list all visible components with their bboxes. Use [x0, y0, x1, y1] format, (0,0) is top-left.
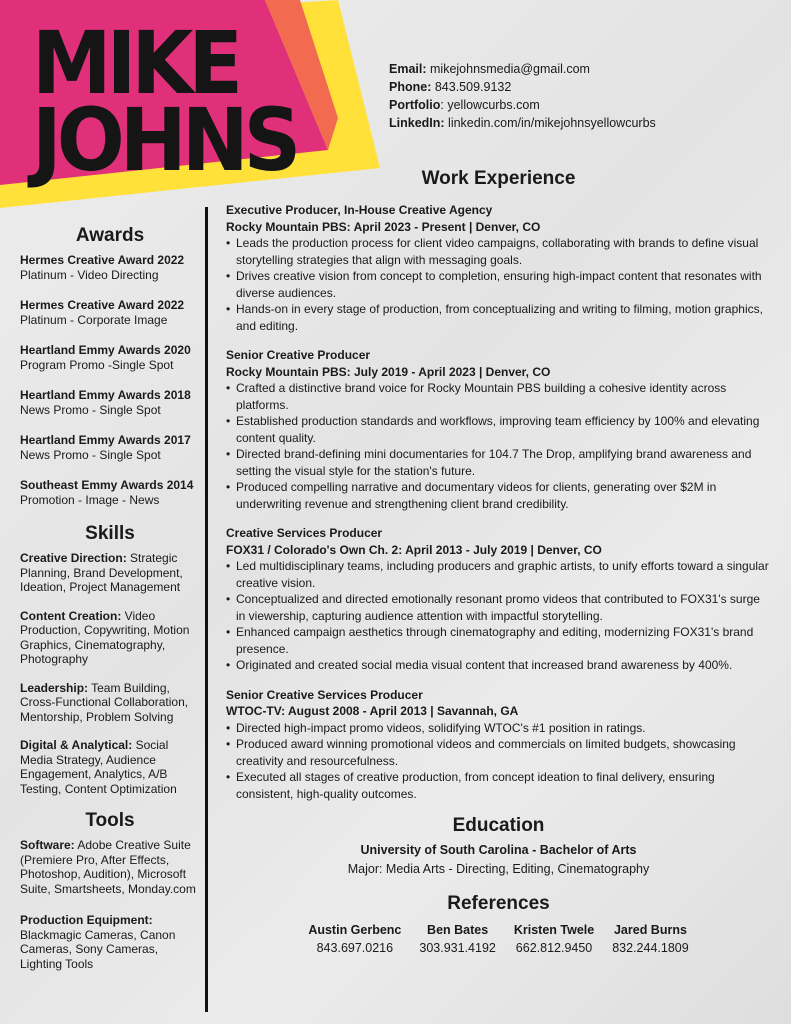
- reference-name: Ben Bates: [427, 923, 489, 937]
- job-bullet: • Established production standards and workflows, improving team efficiency by 100% and elevating content quality.: [226, 413, 771, 446]
- reference-item: [612, 921, 688, 957]
- award-name: Heartland Emmy Awards 2017: [20, 433, 191, 447]
- portfolio-row: [389, 96, 656, 114]
- skill-label: Leadership:: [20, 680, 89, 695]
- sidebar: [20, 225, 200, 985]
- linkedin-label: LinkedIn:: [389, 116, 445, 130]
- skill-item: [20, 551, 200, 595]
- job-entry: [226, 202, 771, 334]
- award-detail: Platinum - Corporate Image: [20, 313, 168, 327]
- skill-label: Content Creation:: [20, 608, 122, 623]
- main-column: [226, 168, 771, 957]
- job-entry: [226, 687, 771, 803]
- skill-label: Digital & Analytical:: [20, 738, 133, 752]
- job-bullet: • Produced award winning promotional videos and commercials on limited budgets, showcasing creativity and resourcefulness.: [226, 736, 771, 769]
- reference-phone: 832.244.1809: [612, 941, 689, 955]
- references-list: [226, 921, 771, 957]
- skill-item: [20, 609, 200, 667]
- job-bullet: • Drives creative vision from concept to completion, ensuring high-impact content that resonates with diverse audiences.: [226, 268, 771, 301]
- awards-title: Awards: [75, 225, 145, 246]
- tool-text: Blackmagic Cameras, Canon Cameras, Sony Cameras, Lighting Tools: [20, 927, 176, 971]
- tool-item: [20, 838, 200, 896]
- skill-text: Video Production, Copywriting, Motion Graphics, Cinematography, Photography: [20, 608, 190, 666]
- job-org: Rocky Mountain PBS: July 2019 - April 2023 | Denver, CO: [226, 364, 551, 379]
- award-detail: Program Promo -Single Spot: [20, 358, 174, 372]
- jobs-list: [226, 202, 771, 802]
- award-item: [20, 298, 200, 328]
- job-bullet: • Enhanced campaign aesthetics through cinematography and editing, modernizing FOX31's brand presence.: [226, 624, 771, 657]
- portfolio-label: Portfolio: [389, 98, 441, 112]
- award-item: [20, 343, 200, 373]
- reference-name: Jared Burns: [613, 923, 687, 937]
- email-value[interactable]: mikejohnsmedia@gmail.com: [430, 62, 590, 76]
- tools-list: [20, 838, 200, 971]
- awards-list: [20, 253, 200, 508]
- email-row: [389, 60, 656, 78]
- skill-item: [20, 681, 200, 725]
- linkedin-row: [389, 114, 656, 132]
- reference-name: Austin Gerbenc: [308, 923, 402, 937]
- award-item: [20, 253, 200, 283]
- job-bullets: [226, 558, 771, 674]
- portfolio-value[interactable]: : yellowcurbs.com: [440, 98, 540, 112]
- linkedin-value[interactable]: linkedin.com/in/mikejohnsyellowcurbs: [448, 116, 656, 130]
- job-role: Senior Creative Services Producer: [226, 687, 423, 702]
- reference-phone: 303.931.4192: [419, 941, 496, 955]
- reference-item: [308, 921, 401, 957]
- job-org: Rocky Mountain PBS: April 2023 - Present | Denver, CO: [226, 219, 541, 234]
- job-bullet: • Crafted a distinctive brand voice for Rocky Mountain PBS building a cohesive identity across platforms.: [226, 380, 771, 413]
- job-bullets: [226, 235, 771, 334]
- reference-phone: 662.812.9450: [515, 941, 593, 955]
- job-bullets: [226, 380, 771, 512]
- phone-label: Phone:: [389, 80, 432, 94]
- education-major: Major: Media Arts - Directing, Editing, Cinematography: [347, 862, 650, 876]
- skill-text: Strategic Planning, Brand Development, Ideation, Project Management: [20, 551, 183, 594]
- work-experience-title: Work Experience: [421, 168, 576, 189]
- skills-list: [20, 551, 200, 796]
- job-bullet: • Directed brand-defining mini documentaries for 104.7 The Drop, amplifying brand awareness and setting the visual style for the station's future.: [226, 446, 771, 479]
- skill-text: Team Building, Cross-Functional Collaboration, Mentorship, Problem Solving: [20, 680, 189, 724]
- tool-item: [20, 913, 200, 971]
- phone-value: 843.509.9132: [434, 80, 512, 94]
- job-bullet: • Led multidisciplinary teams, including producers and graphic artists, to unify efforts toward a singular creative vision.: [226, 558, 771, 591]
- tool-label: Software:: [20, 838, 75, 852]
- job-role: Senior Creative Producer: [226, 348, 371, 362]
- job-org: FOX31 / Colorado's Own Ch. 2: April 2013 - July 2019 | Denver, CO: [226, 542, 602, 557]
- job-bullet: • Conceptualized and directed emotionally resonant promo videos that contributed to FOX31's surge in viewership, capturing audience attention with impactful storytelling.: [226, 591, 771, 624]
- award-detail: Platinum - Video Directing: [20, 268, 159, 282]
- award-item: [20, 478, 200, 508]
- first-name: MIKE: [32, 13, 239, 114]
- tool-text: Adobe Creative Suite (Premiere Pro, After Effects, Photoshop, Audition), Microsoft Suite, Smartsheets, Monday.com: [20, 838, 196, 896]
- job-bullet: • Leads the production process for client video campaigns, collaborating with brands to define visual storytelling strategies that align with messaging goals.: [226, 235, 771, 268]
- job-bullet: • Hands-on in every stage of production, from conceptualizing and writing to filming, motion graphics, and editing.: [226, 301, 771, 334]
- job-entry: [226, 347, 771, 512]
- job-role: Creative Services Producer: [226, 526, 383, 540]
- award-detail: News Promo - Single Spot: [20, 403, 161, 417]
- award-name: Hermes Creative Award 2022: [20, 253, 185, 267]
- award-name: Southeast Emmy Awards 2014: [20, 478, 194, 492]
- skill-text: Social Media Strategy, Audience Engagement, Analytics, A/B Testing, Content Optimization: [20, 738, 177, 796]
- email-label: Email:: [389, 62, 427, 76]
- skill-item: [20, 738, 200, 796]
- award-name: Hermes Creative Award 2022: [20, 298, 185, 312]
- reference-item: [514, 921, 594, 957]
- tool-label: Production Equipment:: [20, 913, 153, 927]
- job-entry: [226, 525, 771, 674]
- award-name: Heartland Emmy Awards 2020: [20, 343, 191, 357]
- skill-label: Creative Direction:: [20, 551, 127, 565]
- last-name: JOHNS: [32, 90, 297, 191]
- tools-title: Tools: [85, 810, 135, 831]
- award-detail: News Promo - Single Spot: [20, 448, 161, 462]
- phone-row: [389, 78, 656, 96]
- award-item: [20, 433, 200, 463]
- reference-phone: 843.697.0216: [316, 941, 394, 955]
- job-bullets: [226, 720, 771, 803]
- job-bullet: • Executed all stages of creative production, from concept ideation to final delivery, ensuring consistent, high-quality outcomes.: [226, 769, 771, 802]
- contact-info: [389, 60, 656, 132]
- references-title: References: [447, 893, 550, 914]
- award-detail: Promotion - Image - News: [20, 493, 160, 507]
- column-divider: [205, 207, 208, 1012]
- job-bullet: • Produced compelling narrative and documentary videos for clients, generating over $2M in underwriting revenue and strengthening client brand credibility.: [226, 479, 771, 512]
- award-name: Heartland Emmy Awards 2018: [20, 388, 191, 402]
- skills-title: Skills: [85, 523, 135, 544]
- job-role: Executive Producer, In-House Creative Agency: [226, 203, 493, 217]
- education-title: Education: [452, 815, 545, 836]
- education-school: University of South Carolina - Bachelor of Arts: [360, 843, 637, 857]
- job-bullet: • Originated and created social media visual content that increased brand awareness by 400%.: [226, 657, 771, 674]
- award-item: [20, 388, 200, 418]
- job-bullet: • Directed high-impact promo videos, solidifying WTOC's #1 position in ratings.: [226, 720, 771, 737]
- reference-name: Kristen Twele: [513, 923, 595, 937]
- reference-item: [419, 921, 495, 957]
- education-block: [226, 841, 771, 879]
- job-org: WTOC-TV: August 2008 - April 2013 | Savannah, GA: [226, 704, 519, 718]
